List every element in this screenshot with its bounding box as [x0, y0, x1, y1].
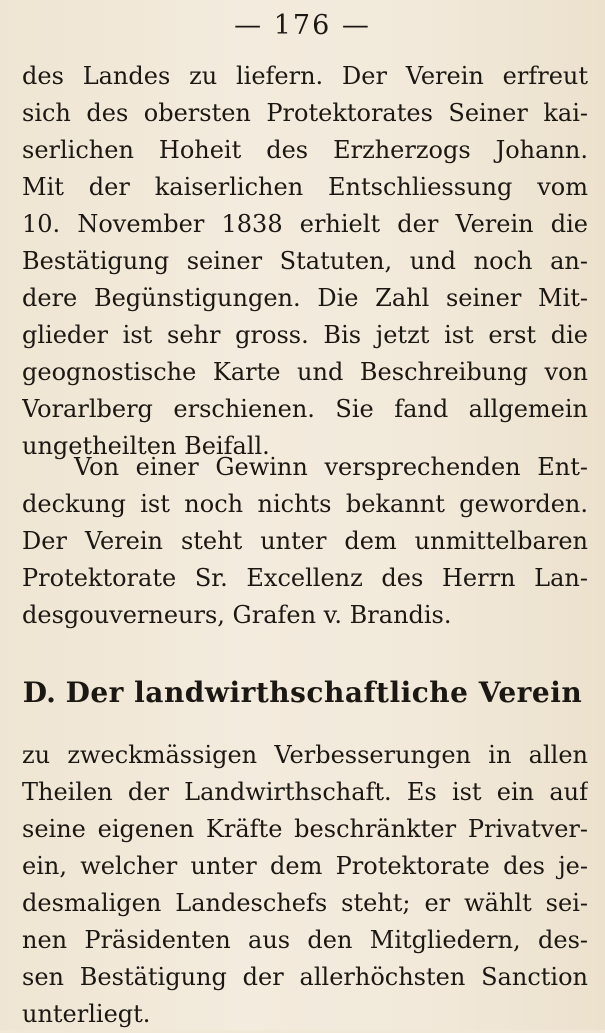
text-line: ungetheilten Beifall. — [22, 432, 270, 460]
section-title: Der landwirthschaftliche Verein — [65, 676, 583, 709]
text-line: Mit der kaiserlichen Entschliessung vom — [22, 173, 588, 201]
text-line: Theilen der Landwirthschaft. Es ist ein auf — [22, 778, 588, 806]
text-line: Der Verein steht unter dem unmittelbaren — [22, 527, 588, 555]
text-line: serlichen Hoheit des Erzherzogs Johann. — [22, 136, 588, 164]
text-line: geognostische Karte und Beschreibung von — [22, 358, 588, 386]
text-line: sich des obersten Protektorates Seiner kai- — [22, 99, 588, 127]
paragraph-2 — [22, 449, 588, 634]
text-line: des Landes zu liefern. Der Verein erfreut — [22, 62, 588, 90]
section-heading — [0, 673, 605, 713]
text-line: zu zweckmässigen Verbesserungen in allen — [22, 741, 588, 769]
text-line: Von einer Gewinn versprechenden Ent- — [74, 453, 588, 481]
text-line: desgouverneurs, Grafen v. Brandis. — [22, 601, 452, 629]
text-line: sen Bestätigung der allerhöchsten Sanction — [22, 963, 588, 991]
page-number: — 176 — — [234, 10, 371, 41]
paragraph-1 — [22, 58, 588, 465]
text-line: desmaligen Landeschefs steht; er wählt sei- — [22, 889, 588, 917]
text-line: Vorarlberg erschienen. Sie fand allgemein — [22, 395, 588, 423]
text-line: 10. November 1838 erhielt der Verein die — [22, 210, 588, 238]
text-line: glieder ist sehr gross. Bis jetzt ist erst die — [22, 321, 588, 349]
text-line: dere Begünstigungen. Die Zahl seiner Mit- — [22, 284, 588, 312]
section-marker: D. — [22, 676, 56, 709]
text-line: Protektorate Sr. Excellenz des Herrn Lan- — [22, 564, 588, 592]
text-line: nen Präsidenten aus den Mitgliedern, des- — [22, 926, 588, 954]
text-line: ein, welcher unter dem Protektorate des je- — [22, 852, 588, 880]
paragraph-3 — [22, 737, 588, 1033]
text-line: unterliegt. — [22, 1000, 151, 1028]
text-line: seine eigenen Kräfte beschränkter Privatver- — [22, 815, 588, 843]
text-line: Bestätigung seiner Statuten, und noch an- — [22, 247, 588, 275]
text-line: deckung ist noch nichts bekannt geworden. — [22, 490, 588, 518]
